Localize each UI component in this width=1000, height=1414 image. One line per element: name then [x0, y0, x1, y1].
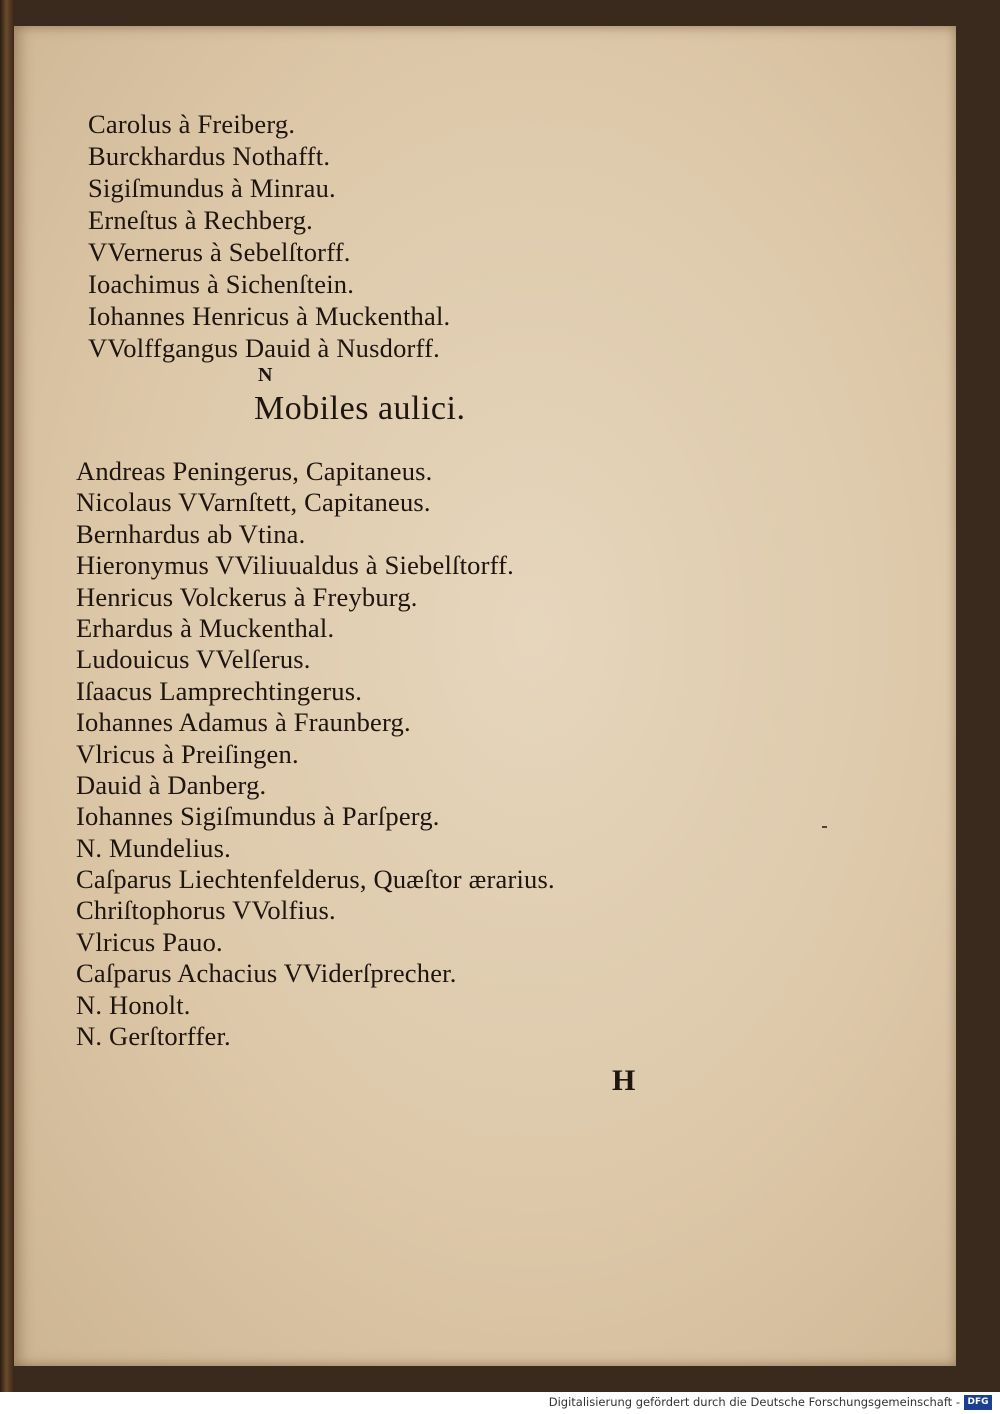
list-item: VVolffgangus Dauid à Nusdorff. — [88, 333, 440, 363]
list-item: Nicolaus VVarnſtett, Capitaneus. — [76, 487, 431, 518]
name-list-top — [88, 108, 450, 364]
catchmark: N — [258, 364, 273, 386]
list-item: N. Gerſtorffer. — [76, 1021, 231, 1052]
list-item: Erhardus à Muckenthal. — [76, 612, 335, 643]
ink-speck — [822, 826, 827, 828]
list-item: Chriſtophorus VVolfius. — [76, 895, 336, 926]
list-item: Iſaacus Lamprechtingerus. — [76, 675, 363, 706]
list-item: Burckhardus Nothafft. — [88, 141, 331, 171]
list-item: N. Honolt. — [76, 989, 191, 1020]
list-item: Caſparus Achacius VViderſprecher. — [76, 958, 457, 989]
list-item: Iohannes Henricus à Muckenthal. — [88, 301, 451, 331]
list-item: N. Mundelius. — [76, 832, 231, 863]
signature-mark: H — [612, 1064, 636, 1097]
list-item: Ioachimus à Sichenſtein. — [88, 269, 355, 299]
footer-credit: Digitalisierung gefördert durch die Deutsche Forschungsgemeinschaft - — [548, 1395, 960, 1409]
list-item: Sigiſmundus à Minrau. — [88, 173, 336, 203]
footer-bar — [0, 1392, 1000, 1414]
list-item: Andreas Peningerus, Capitaneus. — [76, 456, 433, 486]
list-item: VVernerus à Sebelſtorff. — [88, 237, 351, 267]
section-heading: Mobiles aulici. — [254, 390, 466, 427]
name-list-bottom — [76, 456, 555, 1052]
list-item: Erneſtus à Rechberg. — [88, 205, 314, 235]
list-item: Carolus à Freiberg. — [88, 109, 296, 139]
book-spine — [0, 0, 14, 1392]
list-item: Hieronymus VViliuualdus à Siebelſtorff. — [76, 550, 515, 581]
list-item: Iohannes Sigiſmundus à Parſperg. — [76, 801, 440, 832]
list-item: Caſparus Liechtenfelderus, Quæſtor ærarius. — [76, 864, 555, 895]
list-item: Ludouicus VVelſerus. — [76, 644, 311, 675]
dfg-logo-icon: DFG — [964, 1395, 992, 1410]
list-item: Vlricus Pauo. — [76, 926, 223, 957]
list-item: Iohannes Adamus à Fraunberg. — [76, 707, 411, 738]
list-item: Bernhardus ab Vtina. — [76, 518, 306, 549]
list-item: Dauid à Danberg. — [76, 769, 267, 800]
list-item: Vlricus à Preiſingen. — [76, 738, 299, 769]
list-item: Henricus Volckerus à Freyburg. — [76, 581, 418, 612]
